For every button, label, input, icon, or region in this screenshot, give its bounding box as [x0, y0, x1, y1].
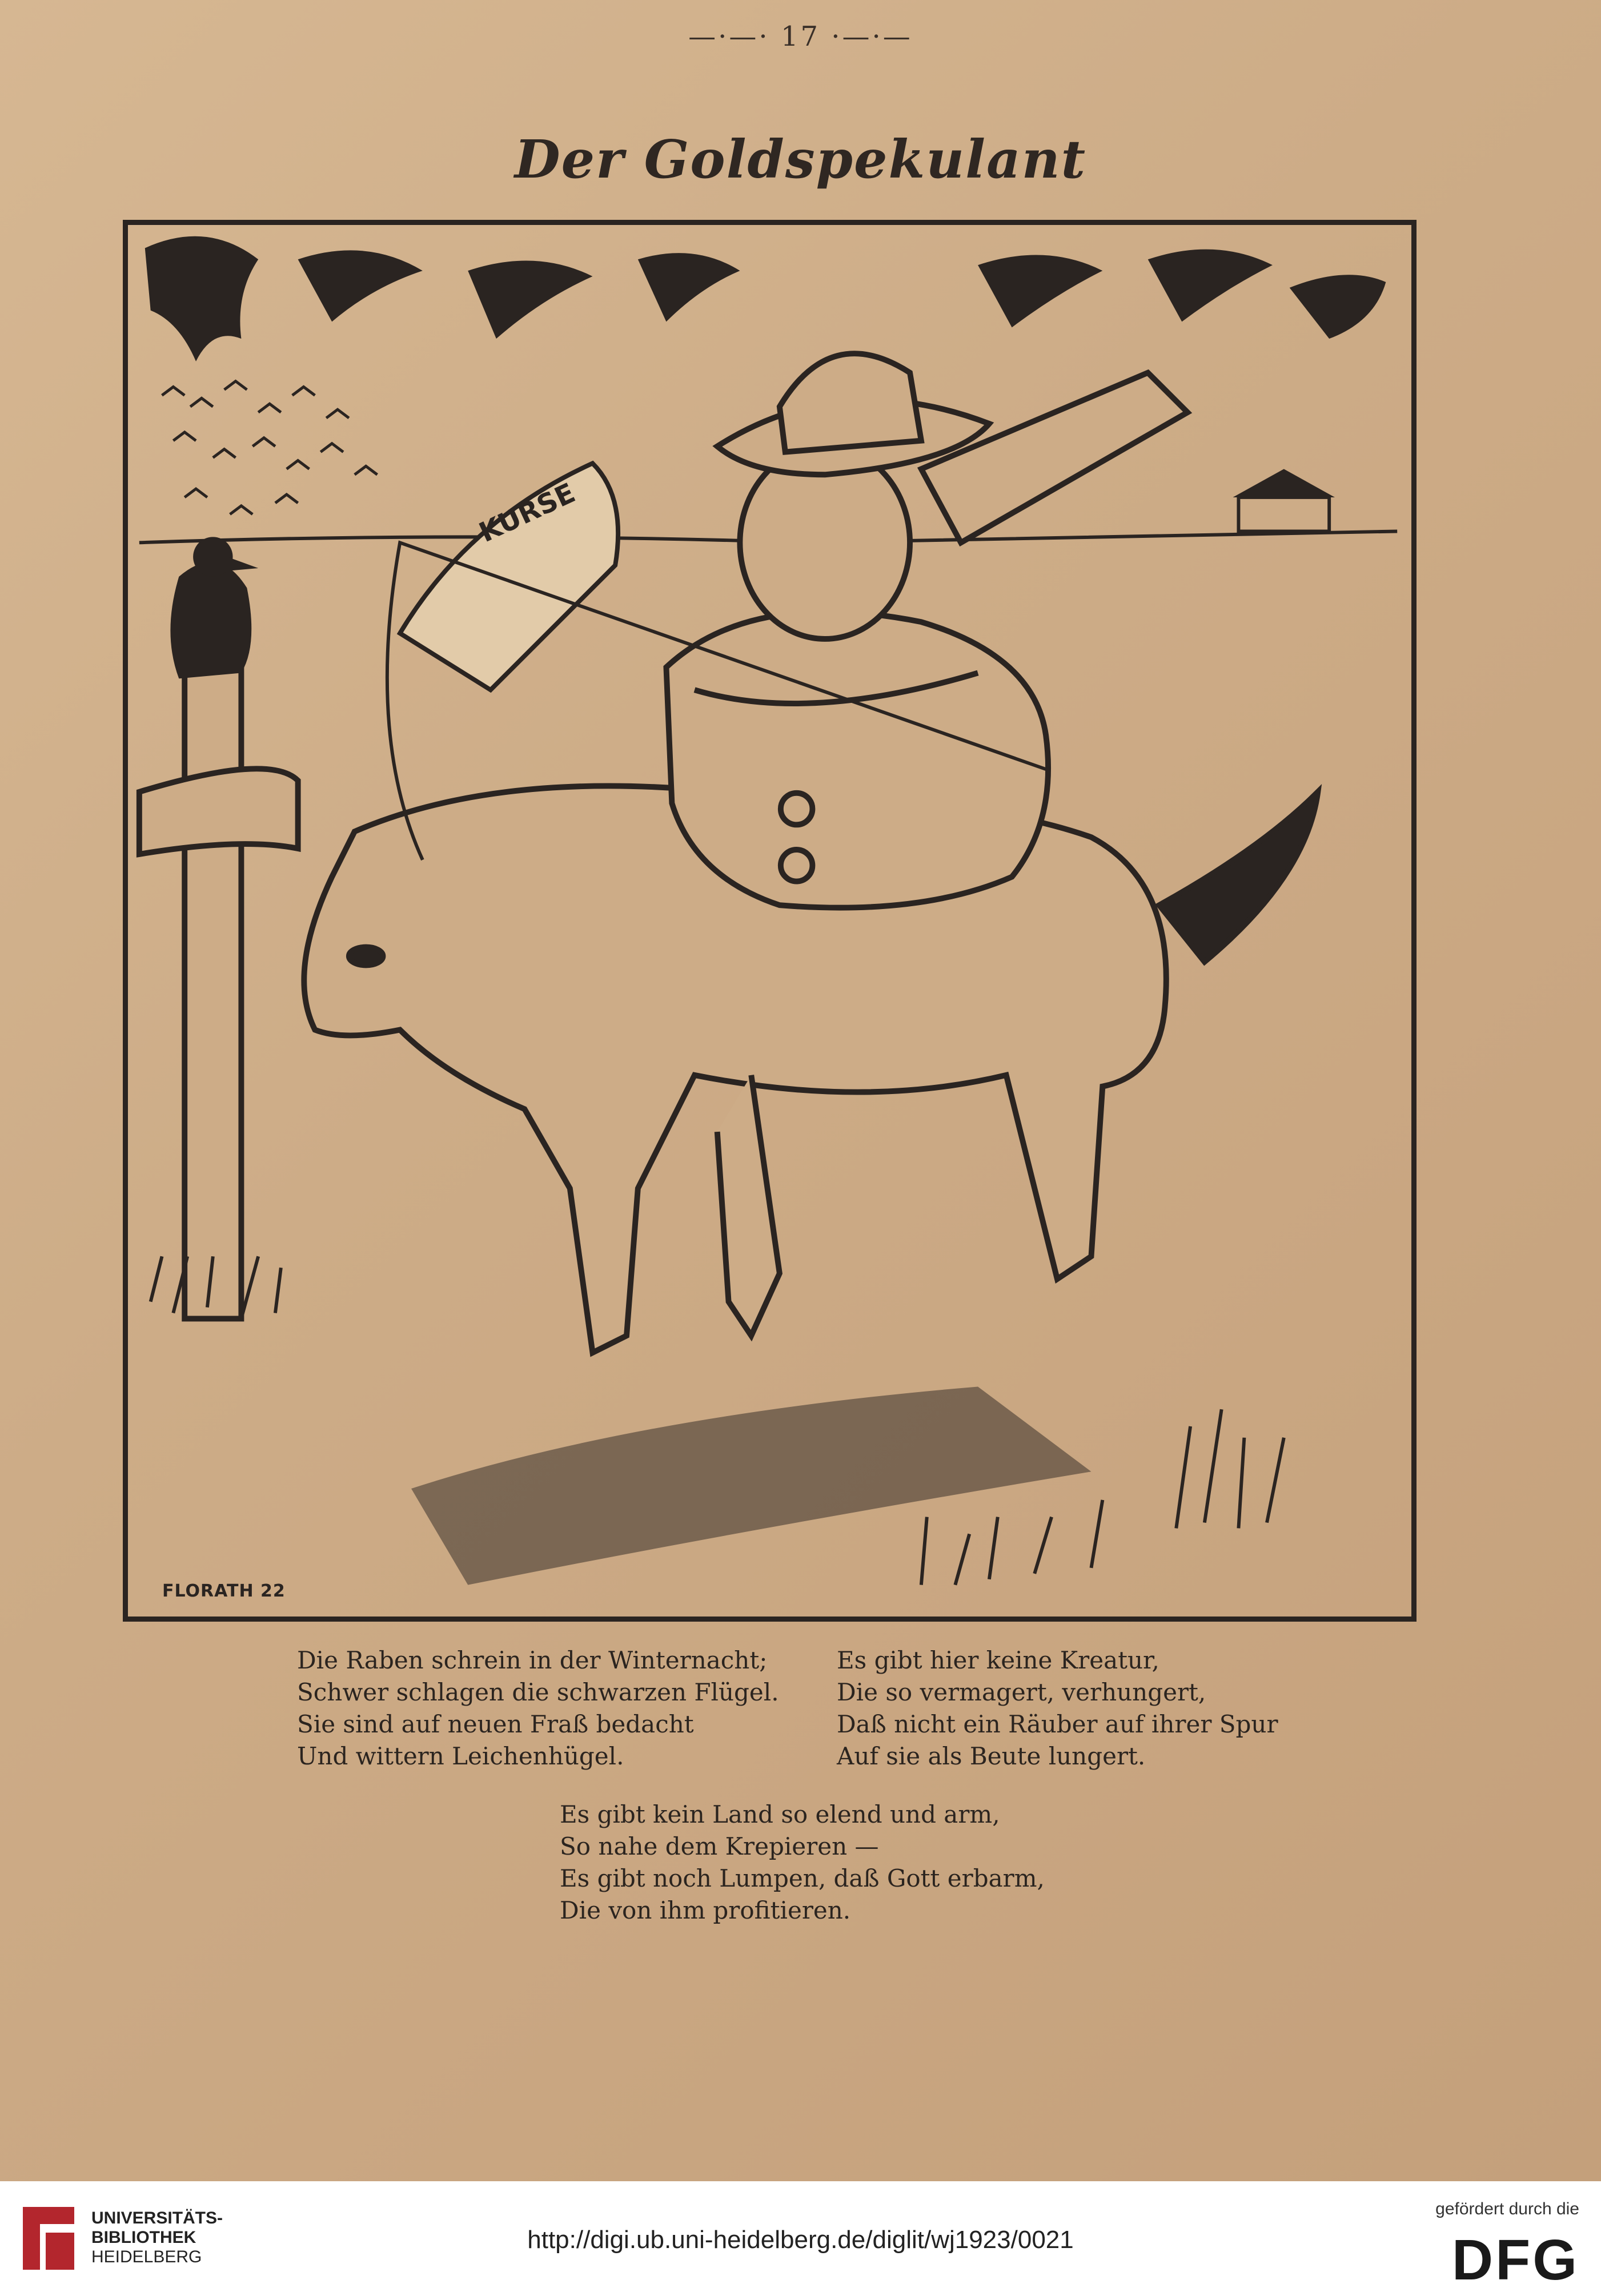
- permalink-url[interactable]: http://digi.ub.uni-heidelberg.de/diglit/wj1923/0021: [527, 2226, 1074, 2254]
- poem-stanza-2: [837, 1644, 1278, 1772]
- poem-line: Die von ihm profitieren.: [560, 1896, 851, 1924]
- poem-stanza-3: [560, 1799, 1045, 1927]
- illustration-frame: [123, 220, 1417, 1622]
- funding-note: gefördert durch die: [1435, 2200, 1579, 2218]
- library-name-line: UNIVERSITÄTS-: [91, 2209, 223, 2227]
- poem-line: Es gibt hier keine Kreatur,: [837, 1646, 1159, 1674]
- poem-line: Sie sind auf neuen Fraß bedacht: [297, 1710, 694, 1738]
- kurse-newspaper: [400, 463, 618, 690]
- poem-line: Schwer schlagen die schwarzen Flügel.: [297, 1678, 779, 1706]
- poem-line: Die Raben schrein in der Winternacht;: [297, 1646, 768, 1674]
- page-number-value: 17: [780, 21, 821, 53]
- gold-speculator-rider: [666, 353, 1187, 907]
- poem-stanza-1: [297, 1644, 779, 1772]
- poem-line: Und wittern Leichenhügel.: [297, 1742, 624, 1770]
- illustration-drawing: [128, 225, 1411, 1617]
- crows-sky: [145, 236, 1386, 361]
- poem-line: So nahe dem Krepieren —: [560, 1832, 879, 1860]
- poem-line: Daß nicht ein Räuber auf ihrer Spur: [837, 1710, 1278, 1738]
- library-name-line: BIBLIOTHEK: [91, 2228, 196, 2247]
- poem-line: Es gibt kein Land so elend und arm,: [560, 1800, 1000, 1828]
- poem-line: Auf sie als Beute lungert.: [837, 1742, 1146, 1770]
- page-number-ornament-right: ·—·—: [820, 21, 913, 53]
- banner-text: KURSE: [474, 477, 580, 549]
- library-name-line: HEIDELBERG: [91, 2247, 202, 2266]
- artist-signature: FLORATH 22: [162, 1581, 286, 1601]
- page-number: [0, 21, 1601, 53]
- fence-with-raven: [139, 537, 298, 1318]
- bird-flock: [162, 381, 378, 514]
- page-number-ornament-left: —·—·: [688, 21, 781, 53]
- poem-line: Es gibt noch Lumpen, daß Gott erbarm,: [560, 1864, 1045, 1892]
- dfg-logo: DFG: [1451, 2228, 1579, 2292]
- viewer-footer: [0, 2181, 1601, 2296]
- poem-line: Die so vermagert, verhungert,: [837, 1678, 1206, 1706]
- page-title: Der Goldspekulant: [514, 128, 1087, 190]
